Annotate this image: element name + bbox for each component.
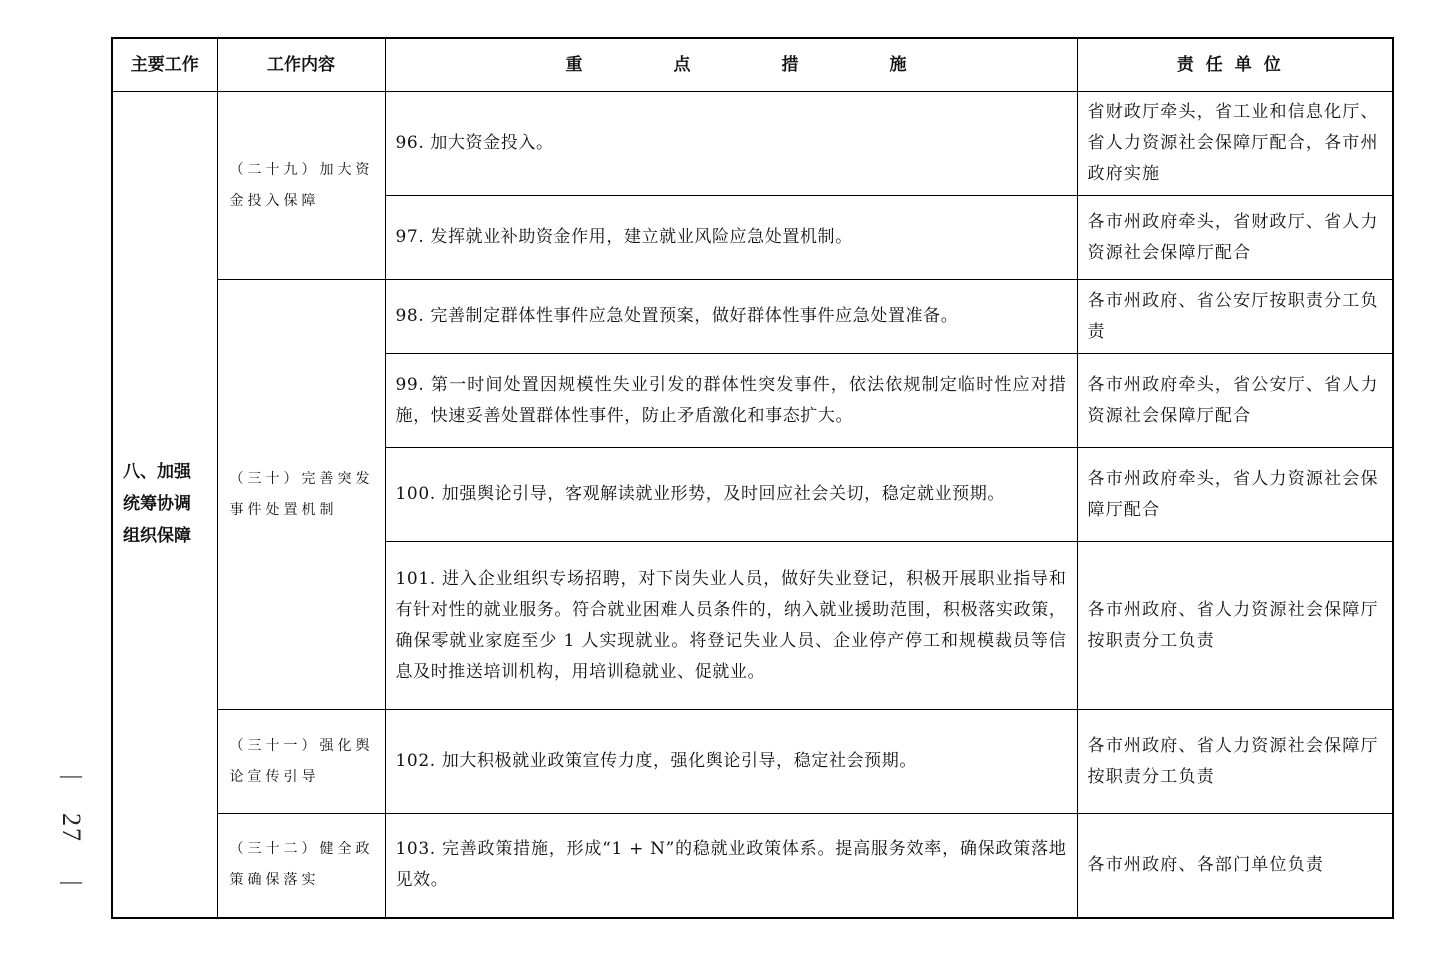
responsible-unit-cell: 各市州政府、省人力资源社会保障厅按职责分工负责 — [1077, 542, 1393, 710]
work-content-cell: （三十一）强化舆论宣传引导 — [217, 710, 385, 814]
responsible-unit-cell: 省财政厅牵头，省工业和信息化厅、省人力资源社会保障厅配合，各市州政府实施 — [1077, 92, 1393, 196]
header-main-work: 主要工作 — [112, 38, 217, 92]
table-row — [112, 92, 1393, 196]
measure-cell: 97. 发挥就业补助资金作用，建立就业风险应急处置机制。 — [385, 196, 1077, 280]
responsible-unit-cell: 各市州政府牵头，省公安厅、省人力资源社会保障厅配合 — [1077, 354, 1393, 448]
responsible-unit-cell: 各市州政府、省公安厅按职责分工负责 — [1077, 280, 1393, 354]
responsible-unit-cell: 各市州政府牵头，省人力资源社会保障厅配合 — [1077, 448, 1393, 542]
measure-cell: 99. 第一时间处置因规模性失业引发的群体性突发事件，依法依规制定临时性应对措施，快速妥善处置群体性事件，防止矛盾激化和事态扩大。 — [385, 354, 1077, 448]
main-work-cell: 八、加强统筹协调组织保障 — [112, 92, 217, 918]
header-key-measures-label — [386, 50, 1077, 81]
responsible-unit-cell: 各市州政府牵头，省财政厅、省人力资源社会保障厅配合 — [1077, 196, 1393, 280]
measure-cell: 96. 加大资金投入。 — [385, 92, 1077, 196]
header-key-measures-char-3: 措 — [781, 54, 799, 75]
measure-cell: 103. 完善政策措施，形成“1 + N”的稳就业政策体系。提高服务效率，确保政策落地见效。 — [385, 814, 1077, 918]
table-row — [112, 280, 1393, 354]
responsible-unit-cell: 各市州政府、各部门单位负责 — [1077, 814, 1393, 918]
page-number-dash-top: — — [60, 762, 82, 787]
header-key-measures-char-2: 点 — [673, 54, 691, 75]
header-work-content: 工作内容 — [217, 38, 385, 92]
page-number-dash-bottom: — — [60, 868, 82, 893]
header-key-measures — [385, 38, 1077, 92]
responsible-unit-cell: 各市州政府、省人力资源社会保障厅按职责分工负责 — [1077, 710, 1393, 814]
measure-cell: 101. 进入企业组织专场招聘，对下岗失业人员，做好失业登记，积极开展职业指导和有针对性的就业服务。符合就业困难人员条件的，纳入就业援助范围，积极落实政策，确保零就业家庭至少 1 人实现就业。将登记失业人员、企业停产停工和规模裁员等信息及时推送培训机构，用培训稳就业、促就业。 — [385, 542, 1077, 710]
work-plan-table — [111, 37, 1394, 919]
work-content-cell: （二十九）加大资金投入保障 — [217, 92, 385, 280]
header-responsible-unit: 责任单位 — [1077, 38, 1393, 92]
table-row — [112, 710, 1393, 814]
work-content-cell: （三十二）健全政策确保落实 — [217, 814, 385, 918]
header-key-measures-char-1: 重 — [565, 54, 583, 75]
table-row — [112, 814, 1393, 918]
measure-cell: 100. 加强舆论引导，客观解读就业形势，及时回应社会关切，稳定就业预期。 — [385, 448, 1077, 542]
measure-cell: 102. 加大积极就业政策宣传力度，强化舆论引导，稳定社会预期。 — [385, 710, 1077, 814]
measure-cell: 98. 完善制定群体性事件应急处置预案，做好群体性事件应急处置准备。 — [385, 280, 1077, 354]
table-header-row — [112, 38, 1393, 92]
page-number-value: 27 — [57, 813, 86, 843]
page-number — [56, 764, 86, 892]
header-key-measures-char-4: 施 — [889, 54, 907, 75]
work-content-cell: （三十）完善突发事件处置机制 — [217, 280, 385, 710]
